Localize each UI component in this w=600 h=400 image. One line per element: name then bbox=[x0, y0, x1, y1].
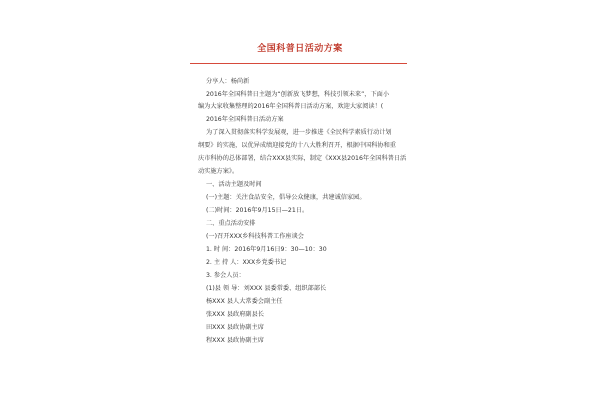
section-heading: 2016年全国科普日活动方案 bbox=[206, 116, 284, 123]
author-line: 分享人：杨尚新 bbox=[206, 78, 250, 85]
paragraph-line: 庆市科协的总体部署，结合XXX县实际，制定《XXX县2016年全国科普日活 bbox=[198, 155, 407, 162]
list-item: 程XXX 县政协副主席 bbox=[206, 337, 264, 344]
intro-paragraph-line: 编为大家收集整理的2016年全国科普日活动方案，欢迎大家阅读！( bbox=[198, 103, 384, 110]
list-item: 1. 时 间：2016年9月16日9：30—10：30 bbox=[206, 246, 327, 253]
section-heading: 一、活动主题及时间 bbox=[206, 181, 262, 188]
document-title: 全国科普日活动方案 bbox=[257, 44, 343, 54]
list-item: 3. 参会人员： bbox=[206, 272, 245, 279]
list-item: (一)主题：关注食品安全，倡导公众健康，共建诚信家园。 bbox=[206, 194, 366, 201]
paragraph-line: 动实施方案》。 bbox=[198, 168, 239, 175]
title-divider bbox=[190, 63, 407, 64]
list-item: 杨XXX 县人大常委会副主任 bbox=[206, 298, 283, 305]
section-heading: 二、重点活动安排 bbox=[206, 220, 256, 227]
list-item: (一)召开XXX乡科技科普工作座谈会 bbox=[206, 233, 304, 240]
list-item: 2. 主 持 人：XXX乡党委书记 bbox=[206, 259, 287, 266]
list-item: 张XXX 县政府副县长 bbox=[206, 311, 264, 318]
intro-paragraph-line: 2016年全国科普日主题为“创新放飞梦想，科技引领未来”，下面小 bbox=[206, 91, 390, 98]
paragraph-line: 纲要》的实施，以优异成绩迎接党的十八大胜利召开，根据中国科协和重 bbox=[198, 142, 396, 149]
paragraph-line: 为了深入贯彻落实科学发展观，进一步推进《全民科学素质行动计划 bbox=[206, 129, 392, 136]
list-item: (二)时间：2016年9月15日—21日。 bbox=[206, 207, 309, 214]
list-item: 田XXX 县政协副主席 bbox=[206, 324, 264, 331]
list-item: (1)县 领 导：刘XXX 县委常委、组织部部长 bbox=[206, 285, 327, 292]
